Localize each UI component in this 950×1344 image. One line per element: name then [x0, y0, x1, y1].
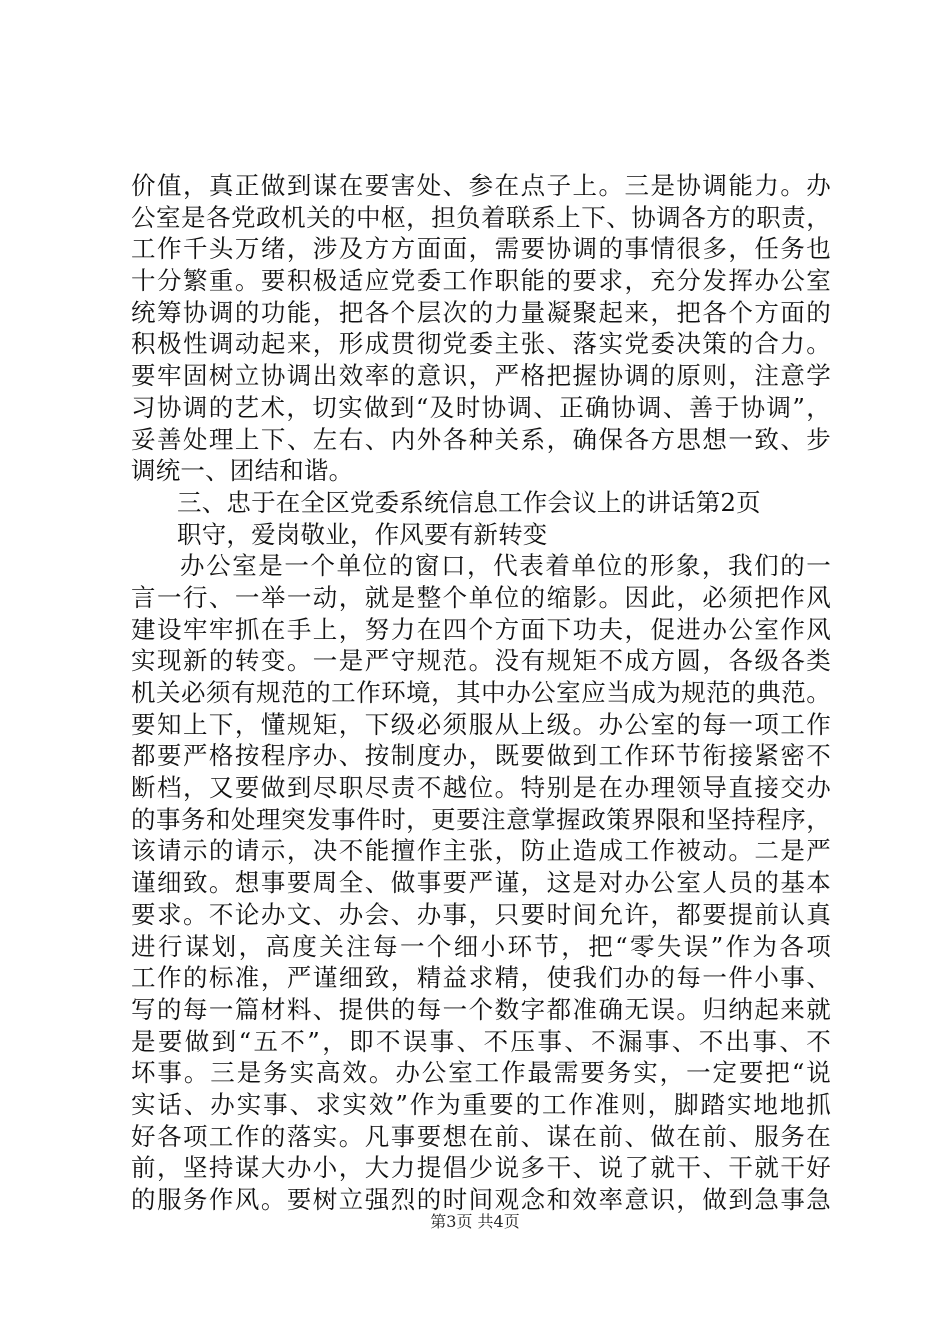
text-line: 价值，真正做到谋在要害处、参在点子上。三是协调能力。办 — [131, 171, 831, 200]
text-line: 的事务和处理突发事件时，更要注意掌握政策界限和坚持程序， — [131, 804, 831, 834]
text-line: 十分繁重。要积极适应党委工作职能的要求，充分发挥办公室 — [131, 266, 831, 296]
text-line: 都要严格按程序办、按制度办，既要做到工作环节衔接紧密不 — [131, 741, 831, 771]
text-line: 实话、办实事、求实效”作为重要的工作准则，脚踏实地地抓 — [131, 1089, 831, 1119]
text-line: 妥善处理上下、左右、内外各种关系，确保各方思想一致、步 — [131, 424, 831, 454]
text-line: 断档，又要做到尽职尽责不越位。特别是在办理领导直接交办 — [131, 773, 831, 803]
text-line: 积极性调动起来，形成贯彻党委主张、落实党委决策的合力。 — [131, 329, 831, 359]
text-line: 该请示的请示，决不能擅作主张，防止造成工作被动。二是严 — [131, 836, 831, 866]
text-line: 好各项工作的落实。凡事要想在前、谋在前、做在前、服务在 — [131, 1121, 831, 1151]
text-line: 要牢固树立协调出效率的意识，严格把握协调的原则，注意学 — [131, 361, 831, 391]
section-heading-line: 三、忠于在全区党委系统信息工作会议上的讲话第2页 — [177, 487, 761, 517]
text-line: 的服务作风。要树立强烈的时间观念和效率意识，做到急事急 — [131, 1185, 831, 1214]
text-line: 言一行、一举一动，就是整个单位的缩影。因此，必须把作风 — [131, 582, 831, 612]
text-line: 统筹协调的功能，把各个层次的力量凝聚起来，把各个方面的 — [131, 297, 831, 327]
text-line: 习协调的艺术，切实做到“及时协调、正确协调、善于协调”， — [131, 392, 831, 422]
section-heading-line: 职守，爱岗敬业，作风要有新转变 — [177, 519, 548, 549]
text-line: 要知上下，懂规矩，下级必须服从上级。办公室的每一项工作 — [131, 709, 831, 739]
text-line: 实现新的转变。一是严守规范。没有规矩不成方圆，各级各类 — [131, 646, 831, 676]
text-line: 工作千头万绪，涉及方方面面，需要协调的事情很多，任务也 — [131, 234, 831, 264]
text-line: 谨细致。想事要周全、做事要严谨，这是对办公室人员的基本 — [131, 868, 831, 898]
text-line: 是要做到“五不”，即不误事、不压事、不漏事、不出事、不 — [131, 1026, 831, 1056]
text-line: 调统一、团结和谐。 — [131, 456, 354, 486]
document-body — [131, 170, 831, 1216]
page-number-footer: 第3页 共4页 — [430, 1212, 520, 1231]
text-line: 坏事。三是务实高效。办公室工作最需要务实，一定要把“说 — [131, 1058, 831, 1088]
text-line: 前，坚持谋大办小，大力提倡少说多干、说了就干、干就干好 — [131, 1153, 831, 1183]
text-line: 机关必须有规范的工作环境，其中办公室应当成为规范的典范。 — [131, 678, 831, 707]
text-line: 建设牢牢抓在手上，努力在四个方面下功夫，促进办公室作风 — [131, 614, 831, 644]
text-line: 写的每一篇材料、提供的每一个数字都准确无误。归纳起来就 — [131, 994, 831, 1024]
text-line: 进行谋划，高度关注每一个细小环节，把“零失误”作为各项 — [131, 931, 831, 961]
text-line: 公室是各党政机关的中枢，担负着联系上下、协调各方的职责， — [131, 202, 831, 232]
paragraph-first-line: 办公室是一个单位的窗口，代表着单位的形象，我们的一 — [180, 551, 831, 581]
text-line: 工作的标准，严谨细致，精益求精，使我们办的每一件小事、 — [131, 963, 831, 993]
text-line: 要求。不论办文、办会、办事，只要时间允许，都要提前认真 — [131, 899, 831, 929]
